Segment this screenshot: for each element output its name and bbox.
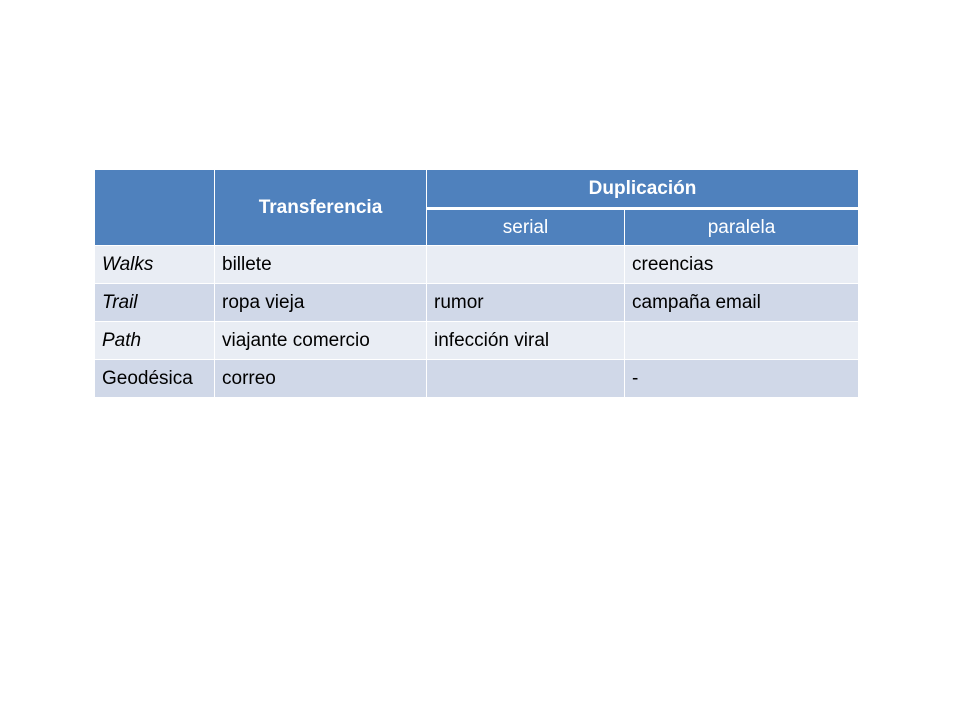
row-label: Trail bbox=[95, 284, 215, 322]
header-parallel: paralela bbox=[625, 208, 858, 246]
cell-parallel: - bbox=[625, 360, 858, 398]
cell-parallel: creencias bbox=[625, 246, 858, 284]
table-row bbox=[95, 284, 858, 322]
cell-serial: infección viral bbox=[427, 322, 625, 360]
cell-transfer: ropa vieja bbox=[215, 284, 427, 322]
cell-transfer: billete bbox=[215, 246, 427, 284]
header-corner-cell bbox=[95, 170, 215, 246]
header-duplication: Duplicación bbox=[427, 170, 858, 208]
process-classification-table bbox=[95, 170, 858, 398]
table-row bbox=[95, 246, 858, 284]
cell-parallel bbox=[625, 322, 858, 360]
row-label: Walks bbox=[95, 246, 215, 284]
cell-transfer: viajante comercio bbox=[215, 322, 427, 360]
cell-serial bbox=[427, 246, 625, 284]
header-transfer: Transferencia bbox=[215, 170, 427, 246]
header-row-top bbox=[95, 170, 858, 208]
cell-transfer: correo bbox=[215, 360, 427, 398]
cell-parallel: campaña email bbox=[625, 284, 858, 322]
row-label: Geodésica bbox=[95, 360, 215, 398]
cell-serial: rumor bbox=[427, 284, 625, 322]
table-row bbox=[95, 322, 858, 360]
cell-serial bbox=[427, 360, 625, 398]
header-serial: serial bbox=[427, 208, 625, 246]
row-label: Path bbox=[95, 322, 215, 360]
table-row bbox=[95, 360, 858, 398]
